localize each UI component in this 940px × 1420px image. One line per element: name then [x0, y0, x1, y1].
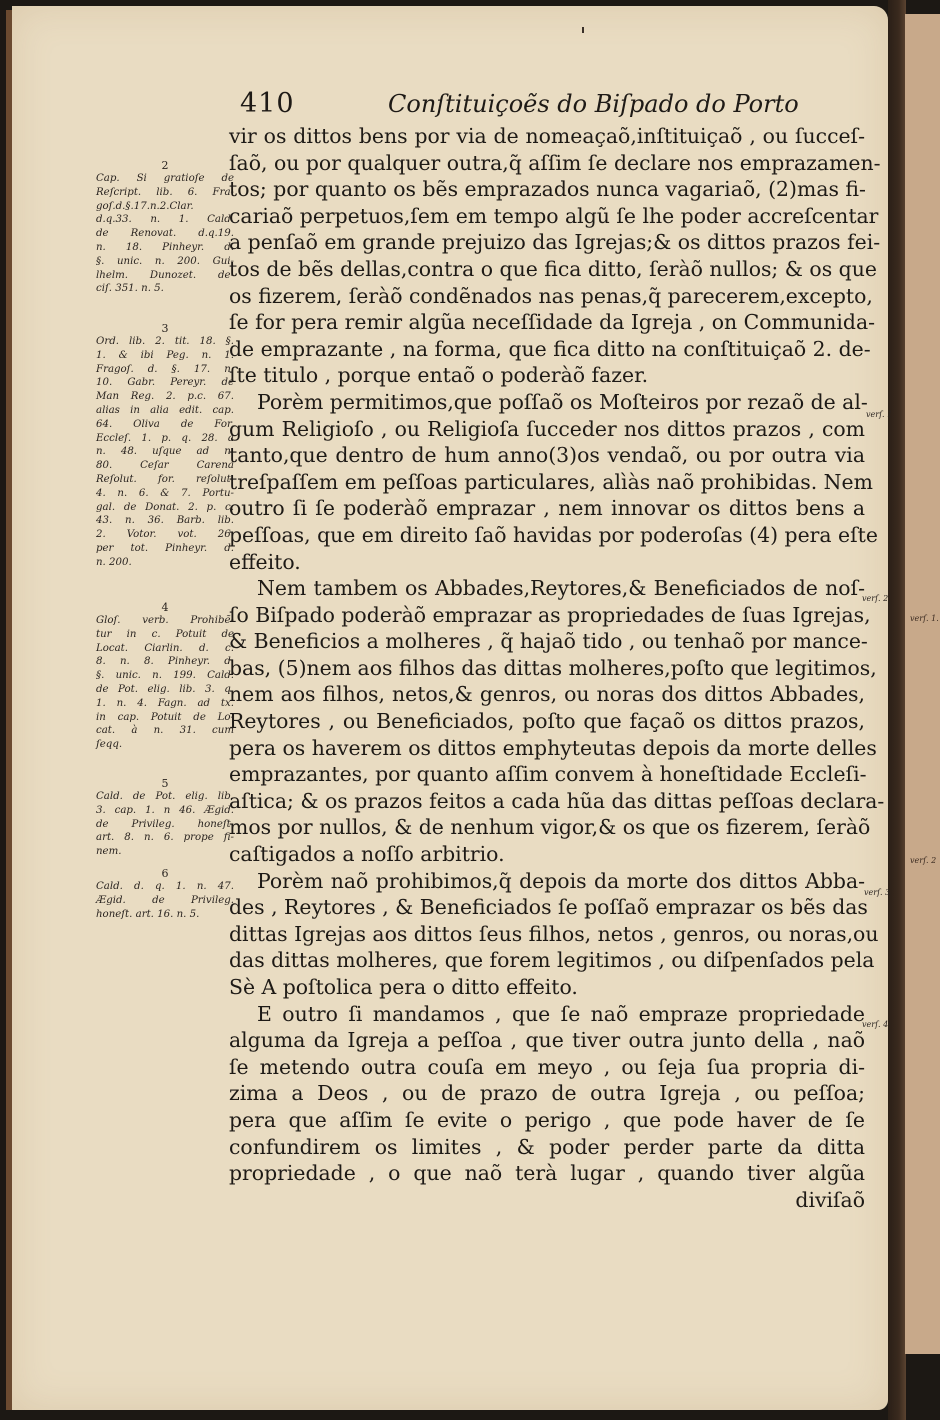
- note-line: Ord. lib. 2. tit. 18. §.: [96, 336, 234, 347]
- text-line: das dittas molheres, que forem legitimos , ou diſpenſados pela: [229, 948, 875, 973]
- text-line: ſo Biſpado poderàõ emprazar as propriedades de ſuas Igrejas,: [229, 602, 871, 627]
- note-line: 2. Votor. vot. 26.: [96, 529, 234, 541]
- note-line: cat. à n. 31. cum: [96, 725, 234, 737]
- text-line: gum Religioſo , ou Religioſa ſucceder nos dittos prazos , com: [229, 416, 865, 441]
- text-line: ſaõ, ou por qualquer outra,q̃ aſſim ſe declare nos emprazamen-: [229, 150, 881, 175]
- note-line: n. 200.: [96, 556, 132, 568]
- text-line: vir os dittos bens por via de nomeaçaõ,inſtituiçaõ , ou ſucceſ-: [229, 124, 865, 148]
- note-number: 4: [161, 601, 169, 614]
- note-line: n. 18. Pinheyr. d.: [96, 241, 234, 253]
- note-line: tur in c. Potuit de: [96, 628, 234, 640]
- marginal-note: [96, 323, 234, 570]
- note-line: Gloſ. verb. Prohibẽ-: [96, 615, 234, 626]
- note-line: in cap. Potuit de Lo-: [96, 711, 234, 723]
- note-line: goſ.d.§.17.n.2.Clar.: [96, 200, 194, 212]
- note-line: n. 48. uſque ad n.: [96, 446, 234, 458]
- text-line: nem aos filhos, netos,& genros, ou noras dos dittos Abbades,: [229, 682, 865, 707]
- text-line: pera os haverem os dittos emphyteutas depois da morte delles: [229, 735, 877, 760]
- text-line: confundirem os limites , & poder perder parte da ditta: [229, 1134, 865, 1159]
- verse-mark-1: verſ. 1: [866, 410, 893, 419]
- text-line: ſe metendo outra couſa em meyo , ou ſeja ſua propria di-: [229, 1054, 865, 1079]
- note-line: 3. cap. 1. n 46. Ægid.: [96, 804, 234, 816]
- text-line: Porèm naõ prohibimos,q̃ depois da morte dos dittos Abba-: [257, 868, 865, 893]
- note-line: lhelm. Dunozet. de-: [96, 269, 234, 281]
- text-line: E outro ſi mandamos , que ſe naõ empraze propriedade: [257, 1001, 865, 1026]
- text-line: ſe for pera remir algũa neceſſidade da Igreja , on Communida-: [229, 310, 876, 335]
- text-line: cariaõ perpetuos,ſem em tempo algũ ſe lhe poder accreſcentar: [229, 203, 879, 228]
- note-line: honeſt. art. 16. n. 5.: [96, 908, 200, 920]
- marginal-note: [96, 160, 234, 296]
- verse-mark-4: verſ. 4: [862, 1020, 889, 1029]
- text-line: os fizerem, ſeràõ condẽnados nas penas,q̃ parecerem,excepto,: [229, 283, 873, 308]
- marginal-note: [96, 602, 234, 752]
- note-line: 64. Oliva de For.: [96, 418, 234, 430]
- note-line: nem.: [96, 846, 122, 858]
- ink-speck: [582, 27, 584, 33]
- note-line: Cald. de Pot. elig. lib.: [96, 791, 234, 802]
- note-line: 80. Ceſar Carena: [96, 460, 234, 472]
- text-line: Reytores , ou Beneficiados, poſto que façaõ os dittos prazos,: [229, 709, 865, 734]
- note-line: d.q.33. n. 1. Cald.: [96, 214, 234, 226]
- note-line: 1. & ibi Peg. n. 1.: [96, 349, 234, 361]
- book-gutter: [888, 0, 906, 1420]
- text-line: & Beneficios a molheres , q̃ hajaõ tido , ou tenhaõ por mance-: [229, 629, 868, 654]
- text-line: mos por nullos, & de nenhum vigor,& os que os fizerem, ſeràõ: [229, 815, 871, 840]
- verse-mark-3: verſ. 3: [864, 888, 891, 897]
- note-line: de Renovat. d.q.19.: [96, 228, 234, 240]
- note-line: Reſcript. lib. 6. Fra-: [96, 186, 234, 198]
- text-line: des , Reytores , & Beneficiados ſe poſſaõ emprazar os bẽs das: [229, 895, 868, 920]
- text-line: propriedade , o que naõ terà lugar , quando tiver algũa: [229, 1161, 865, 1186]
- page-number: 410: [240, 88, 295, 119]
- text-line: outro ſi ſe poderàõ emprazar , nem innovar os dittos bens a: [229, 496, 865, 521]
- text-line: zima a Deos , ou de prazo de outra Igreja , ou peſſoa;: [229, 1081, 865, 1106]
- text-line: Nem tambem os Abbades,Reytores,& Beneficiados de noſ-: [257, 576, 865, 601]
- note-number: 3: [161, 322, 169, 335]
- facing-verse-mark-1: verſ. 1.: [910, 614, 939, 623]
- text-line: tos; por quanto os bẽs emprazados nunca vagariaõ, (2)mas fi-: [229, 177, 866, 202]
- text-line: diviſaõ: [795, 1187, 865, 1212]
- text-line: pera que aſſim ſe evite o perigo , que pode haver de ſe: [229, 1107, 865, 1132]
- note-line: ciſ. 351. n. 5.: [96, 283, 164, 295]
- facing-verse-mark-2: verſ. 2: [910, 856, 937, 865]
- note-line: gal. de Donat. 2. p. c.: [96, 501, 234, 513]
- note-line: Eccleſ. 1. p. q. 28. a: [96, 432, 234, 444]
- text-line: emprazantes, por quanto aſſim convem à honeſtidade Eccleſi-: [229, 762, 867, 787]
- text-line: tanto,que dentro de hum anno(3)os vendaõ, ou por outra via: [229, 443, 865, 468]
- note-line: 4. n. 6. & 7. Portu-: [96, 487, 234, 499]
- note-line: Cald. d. q. 1. n. 47.: [96, 881, 234, 892]
- running-head: [240, 88, 800, 122]
- note-line: Man Reg. 2. p.c. 67.: [96, 391, 234, 403]
- running-title: Conſtituiçoẽs do Biſpado do Porto: [388, 90, 799, 118]
- note-line: §. unic. n. 200. Gui-: [96, 255, 234, 267]
- note-line: Locat. Ciarlin. d. c.: [96, 642, 234, 654]
- note-line: Ægid. de Privileg.: [96, 894, 234, 906]
- note-line: 10. Gabr. Pereyr. de: [96, 377, 234, 389]
- text-line: Porèm permitimos,que poſſaõ os Moſteiros por rezaõ de al-: [257, 389, 868, 414]
- note-line: de Pot. elig. lib. 3. q.: [96, 683, 234, 695]
- verse-mark-2: verſ. 2: [862, 594, 889, 603]
- note-line: art. 8. n. 6. prope fi-: [96, 832, 234, 844]
- text-line: treſpaſſem em peſſoas particulares, alìàs naõ prohibidas. Nem: [229, 469, 873, 494]
- text-line: aſtica; & os prazos feitos a cada hũa das dittas peſſoas declara-: [229, 788, 885, 813]
- text-line: a penſaõ em grande prejuizo das Igrejas;& os dittos prazos fei-: [229, 230, 881, 255]
- note-line: Reſolut. for. reſolut.: [96, 473, 234, 485]
- note-line: de Privileg. honeſt.: [96, 818, 234, 830]
- text-line: de emprazante , na forma, que fica ditto na conſtituiçaõ 2. de-: [229, 336, 871, 361]
- note-line: Cap. Si gratioſe de: [96, 173, 234, 184]
- text-line: dittas Igrejas aos dittos ſeus filhos, netos , genros, ou noras,ou: [229, 921, 879, 946]
- text-line: caſtigados a noſſo arbitrio.: [229, 842, 505, 867]
- facing-page-edge: [905, 14, 940, 1354]
- text-line: ſte titulo , porque entaõ o poderàõ fazer.: [229, 363, 649, 388]
- marginal-note: [96, 868, 234, 921]
- marginal-note: [96, 778, 234, 859]
- text-line: Sè A poſtolica pera o ditto effeito.: [229, 975, 578, 999]
- note-line: 1. n. 4. Fagn. ad tx.: [96, 697, 234, 709]
- note-line: Fragoſ. d. §. 17. n.: [96, 363, 234, 375]
- note-line: 8. n. 8. Pinheyr. d.: [96, 656, 234, 668]
- note-line: §. unic. n. 199. Cald.: [96, 670, 234, 682]
- note-number: 5: [161, 777, 169, 790]
- text-line: bas, (5)nem aos filhos das dittas molheres,poſto que legitimos,: [229, 655, 877, 680]
- note-number: 6: [161, 867, 169, 880]
- note-number: 2: [161, 159, 169, 172]
- text-line: tos de bẽs dellas,contra o que fica ditto, ſeràõ nullos; & os que: [229, 256, 877, 281]
- text-line: effeito.: [229, 549, 301, 574]
- note-line: alias in alia edit. cap.: [96, 404, 234, 416]
- note-line: per tot. Pinheyr. d.: [96, 542, 234, 554]
- text-line: peſſoas, que em direito ſaõ havidas por poderoſas (4) pera eſte: [229, 522, 878, 547]
- note-line: 43. n. 36. Barb. lib.: [96, 515, 234, 527]
- text-line: alguma da Igreja a peſſoa , que tiver outra junto della , naõ: [229, 1028, 865, 1053]
- note-line: ſeqq.: [96, 739, 123, 751]
